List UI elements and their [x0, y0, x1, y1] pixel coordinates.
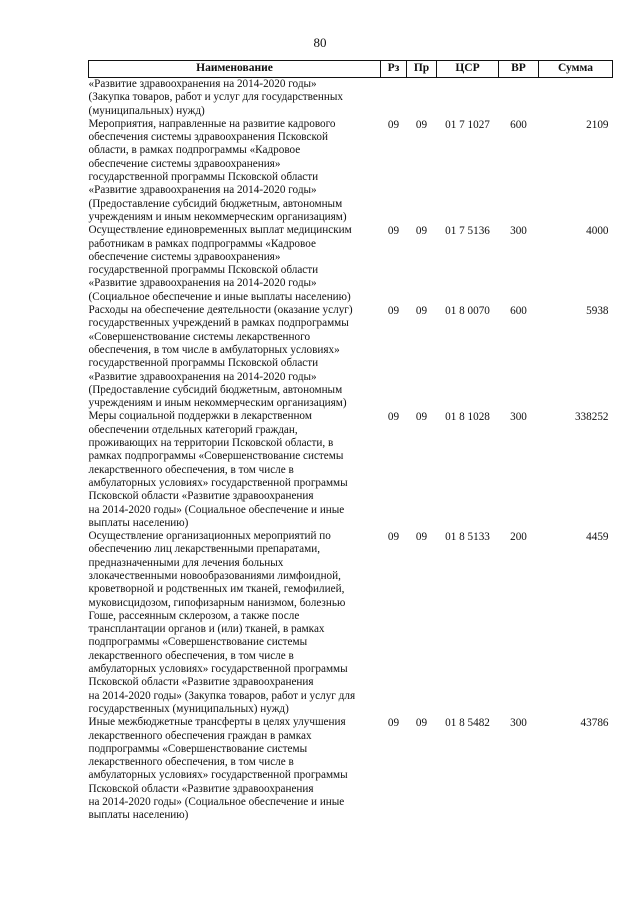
- continuation-line: (муниципальных) нужд): [88, 104, 205, 117]
- description-line: государственных (муниципальных) нужд): [88, 702, 289, 715]
- description-line: Мероприятия, направленные на развитие кадрового: [88, 117, 336, 130]
- description-line: Псковской области «Развитие здравоохранения: [88, 676, 314, 689]
- description-line: обеспечению лиц лекарственными препаратами,: [88, 543, 320, 556]
- row-csr: 01 8 0070: [445, 305, 490, 318]
- table-body: [89, 78, 613, 823]
- description-line: (Социальное обеспечение и иные выплаты населению): [88, 290, 351, 303]
- description-line: Осуществление единовременных выплат медицинским: [88, 224, 352, 237]
- description-line: учреждениям и иным некоммерческим организациям): [88, 397, 347, 410]
- row-vr: 300: [510, 411, 527, 424]
- row-pr: 09: [415, 305, 428, 318]
- description-line: рамках подпрограммы «Совершенствование системы: [88, 450, 344, 463]
- description-line: обеспечения, в том числе в амбулаторных условиях»: [88, 343, 340, 356]
- description-line: амбулаторных условиях» государственной программы: [88, 663, 348, 676]
- page-number: 80: [313, 35, 327, 50]
- description-line: злокачественными новообразованиями лимфоидной,: [88, 569, 341, 582]
- table-row: [89, 224, 613, 304]
- row-rz: 09: [387, 717, 400, 730]
- description-line: Осуществление организационных мероприятий по: [88, 530, 331, 543]
- description-line: на 2014-2020 годы» (Социальное обеспечение и иные: [88, 503, 345, 516]
- header-rz: Рз: [381, 61, 407, 78]
- row-csr: 01 7 5136: [445, 225, 490, 238]
- row-csr: 01 8 5482: [445, 717, 490, 730]
- description-line: на 2014-2020 годы» (Социальное обеспечение и иные: [88, 796, 345, 809]
- row-description: [89, 224, 381, 304]
- header-vr: ВР: [499, 61, 539, 78]
- description-line: выплаты населению): [88, 516, 189, 529]
- row-sum: 2109: [586, 118, 609, 131]
- budget-table: [88, 60, 613, 823]
- description-line: государственной программы Псковской области: [88, 171, 319, 184]
- description-line: амбулаторных условиях» государственной программы: [88, 476, 348, 489]
- row-sum: 5938: [586, 305, 609, 318]
- row-pr: 09: [415, 118, 428, 131]
- row-vr: 600: [510, 118, 527, 131]
- description-line: амбулаторных условиях» государственной программы: [88, 769, 348, 782]
- table-row: [89, 118, 613, 224]
- row-rz: 09: [387, 531, 400, 544]
- description-line: подпрограммы «Совершенствование системы: [88, 636, 308, 649]
- row-description: [89, 304, 381, 410]
- description-line: Псковской области «Развитие здравоохранения: [88, 782, 314, 795]
- row-description: [89, 716, 381, 822]
- description-line: «Развитие здравоохранения на 2014-2020 годы»: [88, 370, 317, 383]
- row-csr: 01 8 1028: [445, 411, 490, 424]
- row-description: [89, 410, 381, 530]
- continuation-line: (Закупка товаров, работ и услуг для государственных: [88, 91, 343, 104]
- description-line: работникам в рамках подпрограммы «Кадровое: [88, 237, 316, 250]
- description-line: обеспечении отдельных категорий граждан,: [88, 423, 298, 436]
- row-sum: 4000: [586, 225, 609, 238]
- continuation-text: [89, 78, 381, 118]
- description-line: на 2014-2020 годы» (Закупка товаров, работ и услуг для: [88, 689, 356, 702]
- row-vr: 300: [510, 225, 527, 238]
- row-vr: 300: [510, 717, 527, 730]
- description-line: «Развитие здравоохранения на 2014-2020 годы»: [88, 277, 317, 290]
- description-line: обеспечение системы здравоохранения»: [88, 157, 281, 170]
- description-line: предназначенными для лечения больных: [88, 556, 284, 569]
- row-vr: 200: [510, 531, 527, 544]
- row-sum: 43786: [580, 717, 609, 730]
- description-line: выплаты населению): [88, 809, 189, 822]
- description-line: государственной программы Псковской области: [88, 357, 319, 370]
- table-row: [89, 410, 613, 530]
- row-description: [89, 118, 381, 224]
- table-row: [89, 530, 613, 716]
- description-line: Иные межбюджетные трансферты в целях улучшения: [88, 716, 346, 729]
- description-line: кроветворной и родственных им тканей, гемофилией,: [88, 583, 345, 596]
- row-pr: 09: [415, 225, 428, 238]
- table-row: [89, 304, 613, 410]
- description-line: «Совершенствование системы лекарственного: [88, 330, 311, 343]
- description-line: Псковской области «Развитие здравоохранения: [88, 490, 314, 503]
- row-rz: 09: [387, 118, 400, 131]
- header-pr: Пр: [407, 61, 437, 78]
- row-csr: 01 8 5133: [445, 531, 490, 544]
- description-line: обеспечение системы здравоохранения»: [88, 250, 281, 263]
- row-rz: 09: [387, 225, 400, 238]
- row-pr: 09: [415, 531, 428, 544]
- row-sum: 338252: [574, 411, 609, 424]
- row-description: [89, 530, 381, 716]
- header-sum: Сумма: [539, 61, 613, 78]
- row-rz: 09: [387, 411, 400, 424]
- row-vr: 600: [510, 305, 527, 318]
- description-line: проживающих на территории Псковской области, в: [88, 437, 334, 450]
- description-line: «Развитие здравоохранения на 2014-2020 годы»: [88, 184, 317, 197]
- row-pr: 09: [415, 411, 428, 424]
- row-pr: 09: [415, 717, 428, 730]
- header-csr: ЦСР: [437, 61, 499, 78]
- description-line: лекарственного обеспечения, в том числе в: [88, 756, 294, 769]
- continuation-row: [89, 78, 613, 118]
- description-line: трансплантации органов и (или) тканей, в рамках: [88, 623, 325, 636]
- description-line: лекарственного обеспечения, в том числе в: [88, 649, 294, 662]
- table-row: [89, 716, 613, 822]
- description-line: обеспечения системы здравоохранения Псковской: [88, 131, 328, 144]
- row-rz: 09: [387, 305, 400, 318]
- description-line: области, в рамках подпрограммы «Кадровое: [88, 144, 301, 157]
- continuation-line: «Развитие здравоохранения на 2014-2020 годы»: [88, 78, 317, 90]
- description-line: Гоше, рассеянным склерозом, а также после: [88, 609, 300, 622]
- row-csr: 01 7 1027: [445, 118, 490, 131]
- description-line: подпрограммы «Совершенствование системы: [88, 742, 308, 755]
- description-line: лекарственного обеспечения граждан в рамках: [88, 729, 312, 742]
- row-sum: 4459: [586, 531, 609, 544]
- description-line: государственной программы Псковской области: [88, 264, 319, 277]
- description-line: учреждениям и иным некоммерческим организациям): [88, 210, 347, 223]
- description-line: государственных учреждений в рамках подпрограммы: [88, 317, 349, 330]
- description-line: (Предоставление субсидий бюджетным, автономным: [88, 383, 343, 396]
- description-line: лекарственного обеспечения, в том числе в: [88, 463, 294, 476]
- header-name: Наименование: [89, 61, 381, 78]
- description-line: Расходы на обеспечение деятельности (оказание услуг): [88, 304, 353, 317]
- table-header-row: [89, 61, 613, 78]
- description-line: Меры социальной поддержки в лекарственном: [88, 410, 312, 423]
- description-line: муковисцидозом, гипофизарным нанизмом, болезнью: [88, 596, 346, 609]
- description-line: (Предоставление субсидий бюджетным, автономным: [88, 197, 343, 210]
